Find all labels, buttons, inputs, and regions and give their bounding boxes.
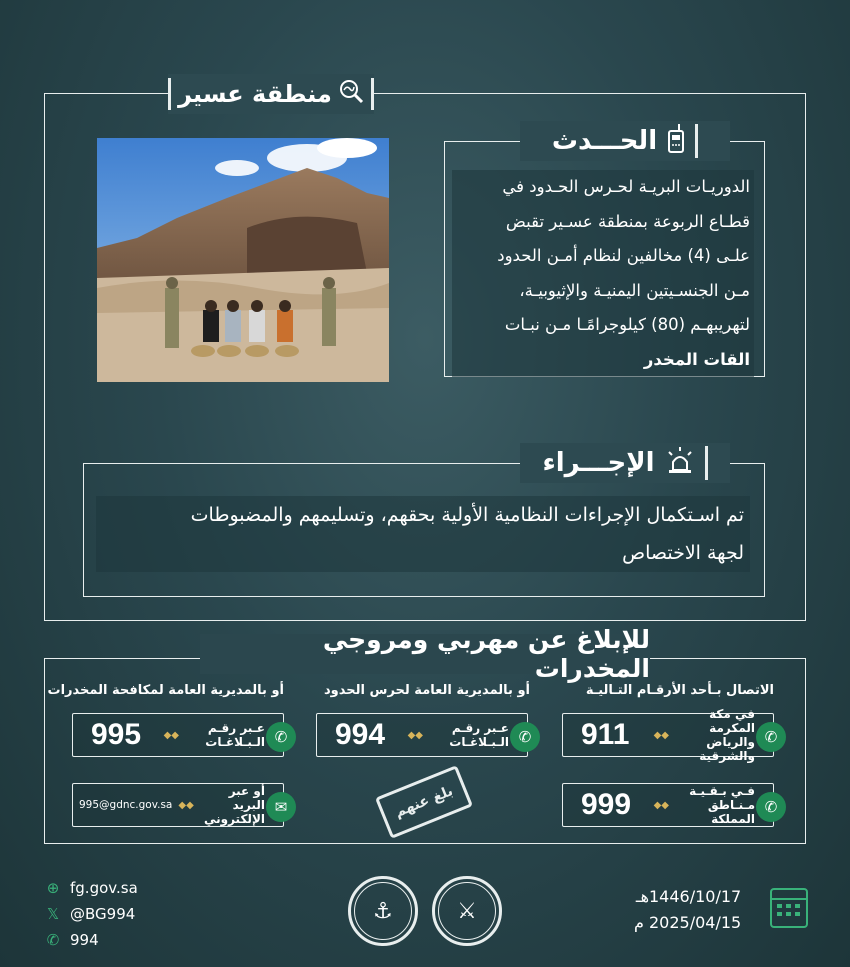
arrest-photo <box>97 138 389 382</box>
siren-icon <box>665 446 695 481</box>
phone-icon: ✆ <box>756 792 786 822</box>
event-heading: الحـــدث <box>551 126 658 156</box>
call-999-number: 999 <box>581 788 632 821</box>
diamond-arrow-icon: ◆◆ <box>653 729 669 741</box>
email-label: أو عبر البريد الإلكتروني <box>203 784 265 826</box>
twitter-row[interactable] <box>44 901 138 927</box>
event-line: قطـاع الربوعة بمنطقة عسـير تقبض <box>452 205 754 240</box>
action-heading: الإجـــراء <box>542 448 655 478</box>
x-logo-icon: 𝕏 <box>46 905 60 923</box>
website-link[interactable]: fg.gov.sa <box>70 879 138 897</box>
event-line: القات المخدر <box>452 343 754 378</box>
call-994[interactable] <box>316 713 528 757</box>
col-right-heading: الاتصال بـأحد الأرقـام التـاليـة <box>585 683 774 698</box>
report-them-stamp: بلغ عنهم <box>375 765 473 839</box>
phone-icon: ✆ <box>46 931 60 949</box>
twitter-handle[interactable]: @BG994 <box>70 905 136 923</box>
footer-contacts <box>44 875 138 953</box>
call-911-label: في مكة المكرمة والرياض والشرقية <box>699 707 755 763</box>
call-995[interactable] <box>72 713 284 757</box>
map-search-icon <box>338 78 364 110</box>
region-tag <box>168 74 374 114</box>
event-line: علـى (4) مخالفين لنظام أمـن الحدود <box>452 239 754 274</box>
event-line: الدوريـات البريـة لحـرس الحـدود في <box>452 170 754 205</box>
globe-icon: ⊕ <box>46 879 60 897</box>
website-row[interactable] <box>44 875 138 901</box>
region-title: منطقة عسير <box>178 80 332 108</box>
call-911-number: 911 <box>581 718 630 751</box>
call-999[interactable] <box>562 783 774 827</box>
event-line: مـن الجنسـيتين اليمنيـة والإثيوبيـة، <box>452 274 754 309</box>
action-line: لجهة الاختصاص <box>96 534 750 572</box>
report-title: للإبلاغ عن مهربي ومروجي المخدرات <box>200 634 650 674</box>
phone-row[interactable] <box>44 927 138 953</box>
action-description <box>96 496 750 572</box>
phone-icon: ✆ <box>756 722 786 752</box>
date-hijri: 1446/10/17هـ <box>635 887 742 906</box>
call-911[interactable] <box>562 707 774 763</box>
call-995-number: 995 <box>91 718 142 751</box>
call-999-label: فـي بـقـيـة مـنـاطق المملكة <box>689 784 755 826</box>
mail-icon: ✉ <box>266 792 296 822</box>
email-address[interactable]: 995@gdnc.gov.sa <box>79 799 173 811</box>
phone-icon: ✆ <box>510 722 540 752</box>
calendar-icon <box>770 888 808 928</box>
border-guard-seal: ⚓ <box>348 876 418 946</box>
action-line: تم اسـتكمال الإجراءات النظامية الأولية بحقهم، وتسليمهم والمضبوطات <box>96 496 750 534</box>
col-left-heading: أو بالمديرية العامة لمكافحة المخدرات <box>47 683 284 698</box>
radio-walkie-icon <box>667 123 685 160</box>
date-block <box>634 884 741 936</box>
col-middle-heading: أو بالمديرية العامة لحرس الحدود <box>324 683 530 698</box>
action-heading-box <box>520 443 730 483</box>
diamond-arrow-icon: ◆◆ <box>178 799 194 811</box>
diamond-arrow-icon: ◆◆ <box>163 729 179 741</box>
diamond-arrow-icon: ◆◆ <box>407 729 423 741</box>
footer-phone[interactable]: 994 <box>70 931 99 949</box>
call-995-label: عـبر رقـم الـبـلاغـات <box>205 721 265 749</box>
event-heading-box <box>520 121 730 161</box>
diamond-arrow-icon: ◆◆ <box>653 799 669 811</box>
call-994-number: 994 <box>335 718 386 751</box>
event-line: لتهريبهـم (80) كيلوجرامًـا مـن نبـات <box>452 308 754 343</box>
phone-icon: ✆ <box>266 722 296 752</box>
event-description <box>452 170 754 377</box>
saudi-emblem-seal: ⚔ <box>432 876 502 946</box>
call-994-label: عـبر رقـم الـبـلاغـات <box>449 721 509 749</box>
date-gregorian: 2025/04/15 م <box>634 913 742 932</box>
email-report[interactable] <box>72 783 284 827</box>
